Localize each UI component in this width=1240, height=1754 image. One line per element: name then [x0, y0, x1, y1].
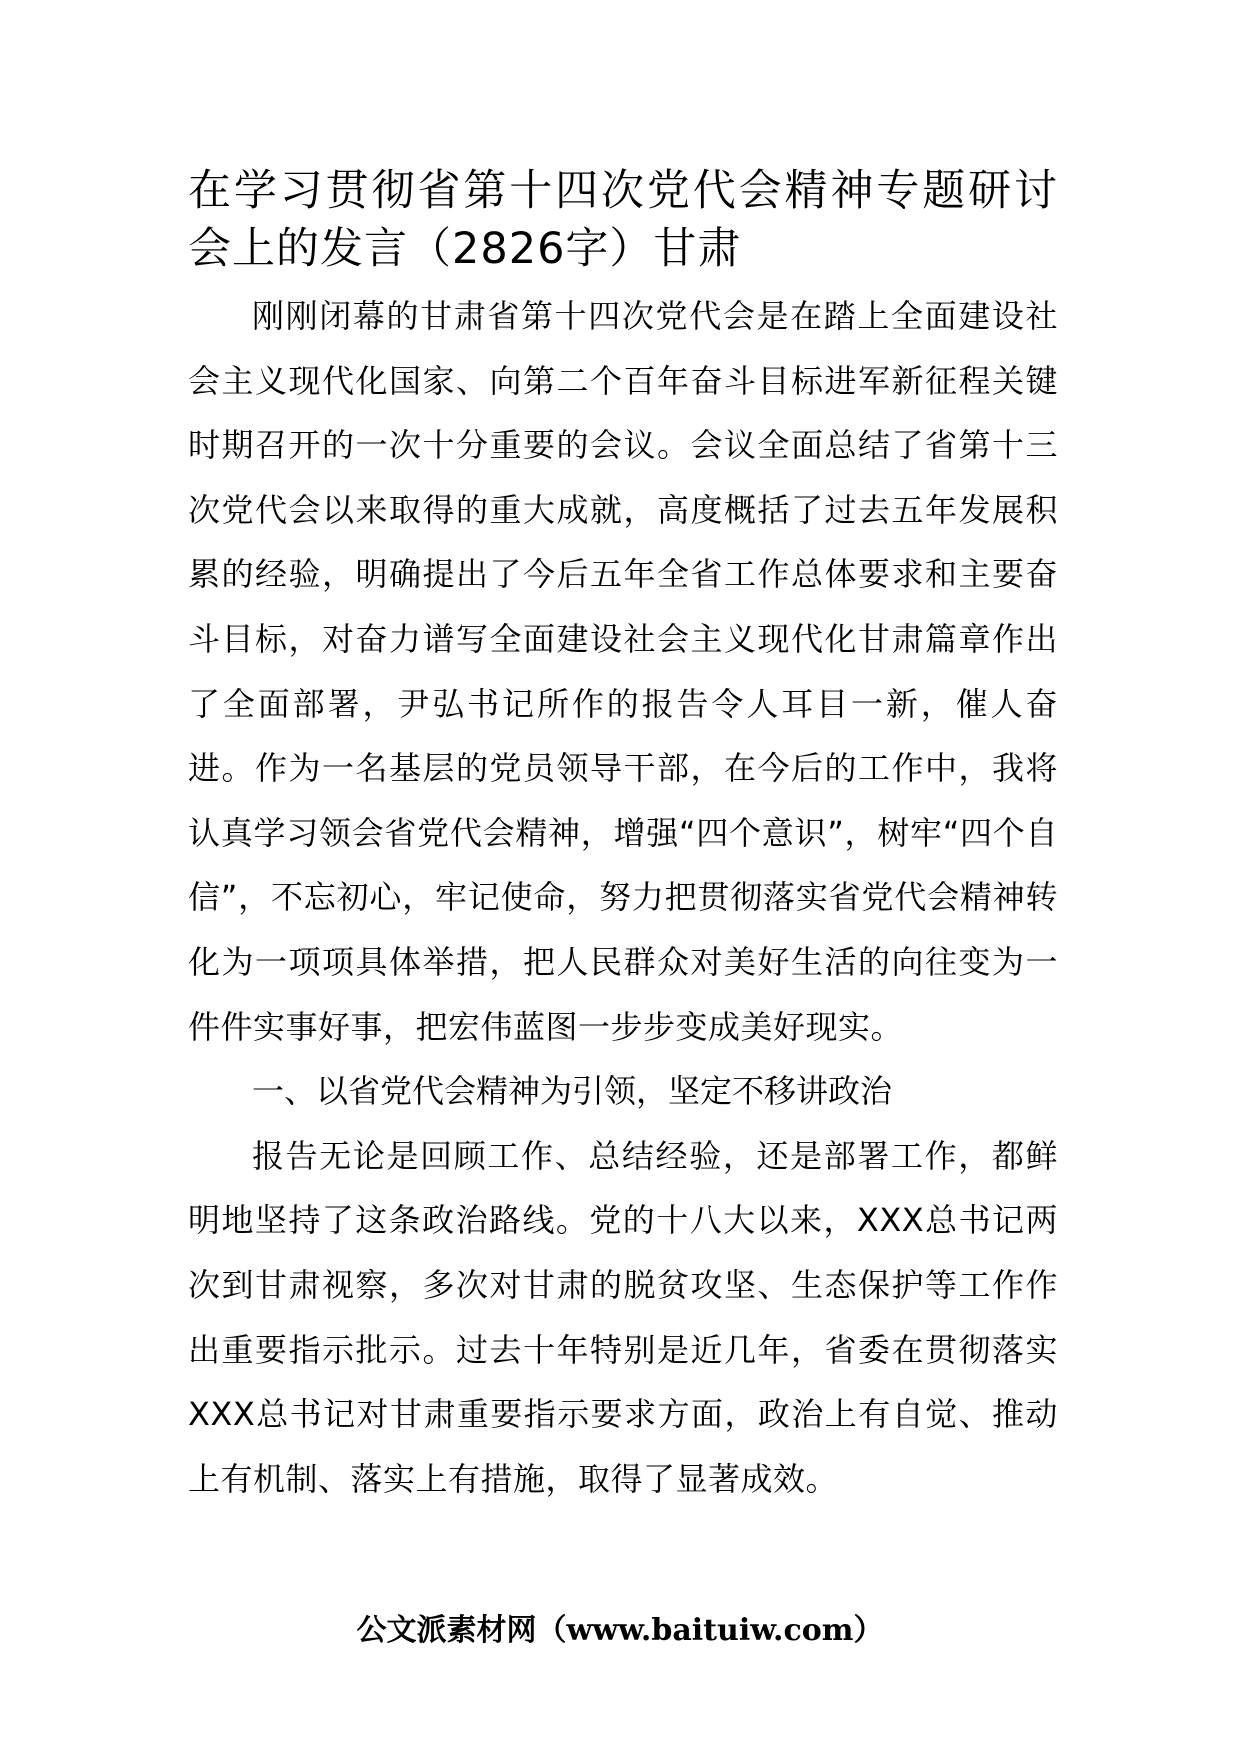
intro-paragraph: 刚刚闭幕的甘肃省第十四次党代会是在踏上全面建设社会主义现代化国家、向第二个百年奋斗目标进军新征程关键时期召开的一次十分重要的会议。会议全面总结了省第十三次党代会以来取得的重大成就，高度概括了过去五年发展积累的经验，明确提出了今后五年全省工作总体要求和主要奋斗目标，对奋力谱写全面建设社会主义现代化甘肃篇章作出了全面部署，尹弘书记所作的报告令人耳目一新，催人奋进。作为一名基层的党员领导干部，在今后的工作中，我将认真学习领会省党代会精神，增强“四个意识”，树牢“四个自信”，不忘初心，牢记使命，努力把贯彻落实省党代会精神转化为一项项具体举措，把人民群众对美好生活的向往变为一件件实事好事，把宏伟蓝图一步步变成美好现实。	[188, 297, 1058, 1046]
section-1-paragraph: 报告无论是回顾工作、总结经验，还是部署工作，都鲜明地坚持了这条政治路线。党的十八大以来，XXX总书记两次到甘肃视察，多次对甘肃的脱贫攻坚、生态保护等工作作出重要指示批示。过去十年特别是近几年，省委在贯彻落实XXX总书记对甘肃重要指示要求方面，政治上有自觉、推动上有机制、落实上有措施，取得了显著成效。	[188, 1136, 1058, 1498]
document-title: 在学习贯彻省第十四次党代会精神专题研讨会上的发言（2826字）甘肃	[188, 166, 1058, 274]
section-heading-1: 一、以省党代会精神为引领，坚定不移讲政治	[252, 1072, 893, 1111]
footer-watermark: 公文派素材网（www.baituiw.com）	[356, 1613, 884, 1648]
document-body	[188, 162, 1058, 1511]
